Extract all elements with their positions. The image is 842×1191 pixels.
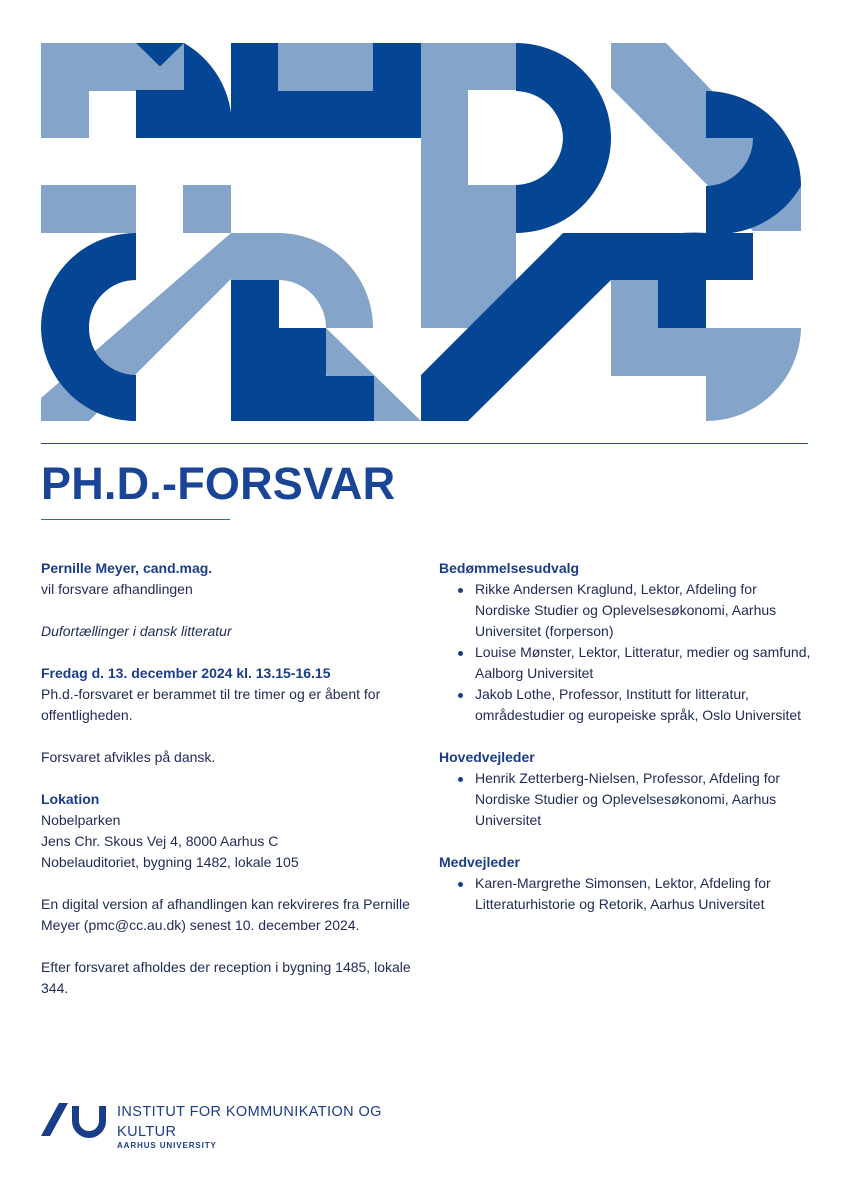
- right-column: [439, 558, 811, 915]
- list-item: Henrik Zetterberg-Nielsen, Professor, Afdeling for Nordiske Studier og Oplevelsesøkonomi, Aarhus Universitet: [475, 768, 811, 831]
- location-line: Nobelparken: [41, 812, 121, 828]
- supervisor-heading: Hovedvejleder: [439, 749, 535, 765]
- list-item: Karen-Margrethe Simonsen, Lektor, Afdeling for Litteraturhistorie og Retorik, Aarhus Universitet: [475, 873, 811, 915]
- cosupervisor-heading: Medvejleder: [439, 854, 520, 870]
- header-graphic: [41, 43, 801, 421]
- date-note: Ph.d.-forsvaret er berammet til tre timer og er åbent for offentligheden.: [41, 686, 381, 723]
- reception-note: Efter forsvaret afholdes der reception i bygning 1485, lokale 344.: [41, 959, 411, 996]
- location-line: Nobelauditoriet, bygning 1482, lokale 105: [41, 854, 299, 870]
- thesis-title: Dufortællinger i dansk litteratur: [41, 623, 232, 639]
- au-logo-icon: [41, 1102, 107, 1138]
- left-column: [41, 558, 413, 999]
- candidate-name: Pernille Meyer, cand.mag.: [41, 560, 213, 576]
- defense-date: Fredag d. 13. december 2024 kl. 13.15-16.15: [41, 665, 331, 681]
- institute-name: INSTITUT FOR KOMMUNIKATION OG KULTUR: [117, 1104, 382, 1140]
- list-item: Jakob Lothe, Professor, Institutt for litteratur, områdestudier og europeiske språk, Oslo Universitet: [475, 684, 811, 726]
- language-note: Forsvaret afvikles på dansk.: [41, 749, 216, 765]
- committee-list: [439, 579, 811, 726]
- page-title: PH.D.-FORSVAR: [41, 458, 396, 509]
- cosupervisor-list: [439, 873, 811, 915]
- supervisor-list: [439, 768, 811, 831]
- intro-text: vil forsvare afhandlingen: [41, 581, 193, 597]
- title-underline: [41, 519, 230, 520]
- list-item: Rikke Andersen Kraglund, Lektor, Afdeling for Nordiske Studier og Oplevelsesøkonomi, Aarhus Universitet (forperson): [475, 579, 811, 642]
- location-heading: Lokation: [41, 791, 100, 807]
- top-divider: [41, 443, 808, 444]
- footer: [41, 1098, 461, 1158]
- university-name: AARHUS UNIVERSITY: [117, 1141, 217, 1150]
- digital-version-note: En digital version af afhandlingen kan rekvireres fra Pernille Meyer (pmc@cc.au.dk) senest 10. december 2024.: [41, 896, 410, 933]
- list-item: Louise Mønster, Lektor, Litteratur, medier og samfund, Aalborg Universitet: [475, 642, 811, 684]
- location-line: Jens Chr. Skous Vej 4, 8000 Aarhus C: [41, 833, 279, 849]
- committee-heading: Bedømmelsesudvalg: [439, 560, 580, 576]
